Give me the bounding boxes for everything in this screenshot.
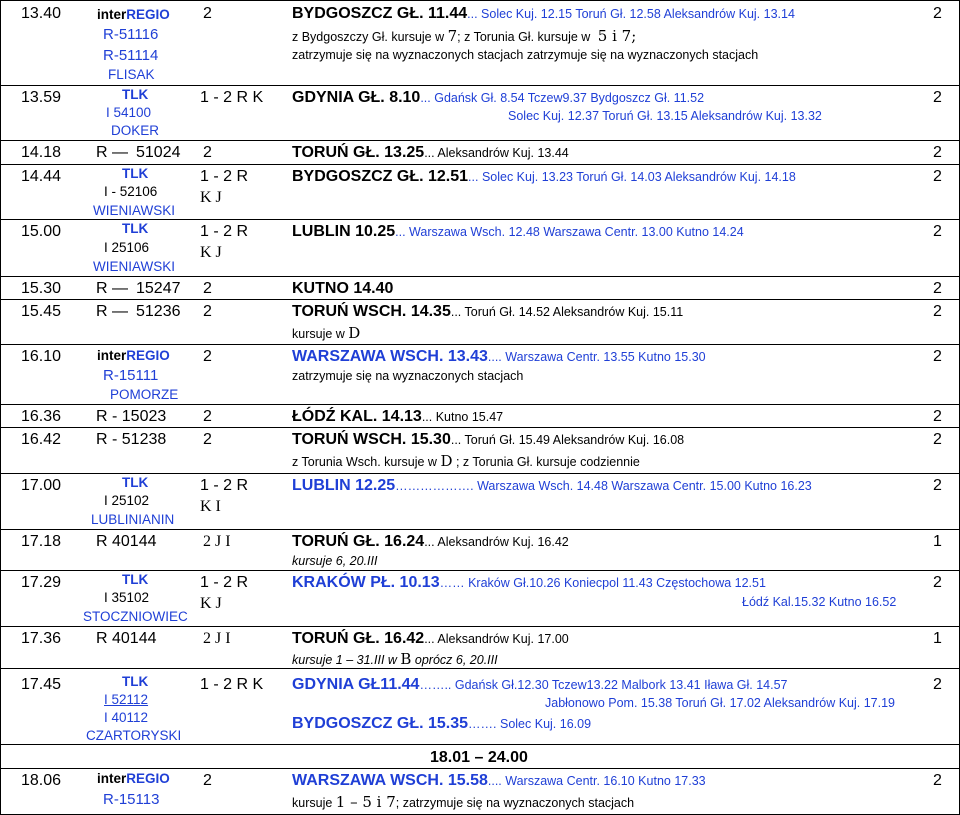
route: WARSZAWA WSCH. 13.43.... Warszawa Centr. 13.55 Kutno 15.30 [292,348,706,365]
route: GDYNIA GŁ11.44…….. Gdańsk Gł.12.30 Tczew13.22 Malbork 13.41 Iława Gł. 14.57 [292,676,788,693]
train-class: 2 [203,5,212,22]
train-number: 15247 [136,280,181,297]
train-class: 2 J I [203,533,231,550]
period-code: 2 [933,168,942,185]
train-type: R - 15023 [96,408,167,425]
train-type: R [96,280,108,297]
period-code: 2 [933,223,942,240]
train-number: I 25106 [104,240,150,255]
train-number: R-15113 [103,791,160,808]
train-class: 2 [203,408,212,425]
period-code: 2 [933,676,942,693]
train-type: R 40144 [96,630,157,647]
period-code: 2 [933,772,942,789]
train-facilities: K J [200,244,222,261]
train-number-dash: — [112,144,128,161]
train-type: TLK [122,572,149,587]
train-type: R - 51238 [96,431,167,448]
train-type: TLK [122,674,149,689]
route-note: kursuje w D [292,324,361,342]
train-class: 1 - 2 R [200,223,249,240]
departure-time: 16.36 [21,408,62,425]
train-number: I 54100 [106,105,152,120]
train-number: I - 52106 [104,184,158,199]
train-type: TLK [122,87,149,102]
train-class: 2 [203,431,212,448]
route: TORUŃ GŁ. 13.25... Aleksandrów Kuj. 13.44 [292,144,569,161]
route-note: kursuje 1 – 31.III w B oprócz 6, 20.III [292,650,498,668]
route: KRAKÓW PŁ. 10.13…… Kraków Gł.10.26 Koniecpol 11.43 Częstochowa 12.51 [292,574,766,591]
train-name: WIENIAWSKI [93,259,176,274]
route: ŁÓDŹ KAL. 14.13... Kutno 15.47 [292,408,504,425]
train-class: 1 - 2 R K [200,89,264,106]
train-type: TLK [122,221,149,236]
train-class: 2 [203,772,212,789]
departure-time: 15.00 [21,223,62,240]
departure-time: 16.42 [21,431,62,448]
train-type: TLK [122,166,149,181]
train-class: 2 [203,280,212,297]
departure-time: 14.44 [21,168,62,185]
route-note: zatrzymuje się na wyznaczonych stacjach zatrzymuje się na wyznaczonych stacjach [292,48,759,62]
train-type: R 40144 [96,533,157,550]
route: LUBLIN 12.25………………. Warszawa Wsch. 14.48 Warszawa Centr. 15.00 Kutno 16.23 [292,477,812,494]
train-number: I 40112 [104,710,149,725]
route-note: z Torunia Wsch. kursuje w D ; z Torunia Gł. kursuje codziennie [292,452,640,470]
period-code: 1 [933,630,942,647]
train-facilities: K I [200,498,221,515]
departure-time: 15.30 [21,280,62,297]
route-note: kursuje 1 – 5 i 7; zatrzymuje się na wyznaczonych stacjach [292,793,635,811]
train-number-dash: — [112,280,128,297]
period-code: 2 [933,477,942,494]
train-number: R-51116 [103,26,159,43]
period-code: 2 [933,303,942,320]
route: TORUŃ WSCH. 14.35... Toruń Gł. 14.52 Aleksandrów Kuj. 15.11 [292,303,684,320]
period-code: 2 [933,280,942,297]
departure-time: 13.59 [21,89,62,106]
train-name: POMORZE [110,387,179,402]
period-code: 2 [933,574,942,591]
train-number: I 52112 [104,692,149,707]
departure-time: 16.10 [21,348,62,365]
route: WARSZAWA WSCH. 15.58.... Warszawa Centr. 16.10 Kutno 17.33 [292,772,706,789]
route: LUBLIN 10.25... Warszawa Wsch. 12.48 Warszawa Centr. 13.00 Kutno 14.24 [292,223,744,240]
train-name: STOCZNIOWIEC [83,609,188,624]
train-type: R [96,144,108,161]
train-name: CZARTORYSKI [86,728,182,743]
train-class: 1 - 2 R [200,574,249,591]
departure-time: 17.29 [21,574,62,591]
period-code: 2 [933,144,942,161]
departure-time: 14.18 [21,144,62,161]
departure-time: 17.45 [21,676,62,693]
date-range-header: 18.01 – 24.00 [430,749,528,766]
train-number: R-15111 [103,367,159,384]
train-name: LUBLINIANIN [91,512,175,527]
route: TORUŃ WSCH. 15.30... Toruń Gł. 15.49 Aleksandrów Kuj. 16.08 [292,431,685,448]
route-detail: Solec Kuj. 12.37 Toruń Gł. 13.15 Aleksandrów Kuj. 13.32 [508,109,822,123]
train-type: interREGIO [97,7,170,22]
train-class: 1 - 2 R [200,168,249,185]
train-number: 51024 [136,144,181,161]
route-branch: BYDGOSZCZ GŁ. 15.35……. Solec Kuj. 16.09 [292,715,592,732]
route-detail: Łódź Kal.15.32 Kutno 16.52 [742,595,897,609]
period-code: 2 [933,5,942,22]
train-facilities: K J [200,189,222,206]
departure-time: 17.36 [21,630,62,647]
train-name: FLISAK [108,67,155,82]
route: BYDGOSZCZ GŁ. 12.51... Solec Kuj. 13.23 Toruń Gł. 14.03 Aleksandrów Kuj. 14.18 [292,168,796,185]
train-type: interREGIO [97,348,170,363]
departure-time: 17.00 [21,477,62,494]
route-note: zatrzymuje się na wyznaczonych stacjach [292,369,524,383]
period-code: 2 [933,408,942,425]
period-code: 1 [933,533,942,550]
departure-time: 15.45 [21,303,62,320]
train-facilities: K J [200,595,222,612]
train-class: 2 [203,303,212,320]
train-type: R [96,303,108,320]
period-code: 2 [933,431,942,448]
route-detail: Jabłonowo Pom. 15.38 Toruń Gł. 17.02 Aleksandrów Kuj. 17.19 [545,696,895,710]
train-name: DOKER [111,123,160,138]
train-number: R-51114 [103,47,159,64]
route-note: kursuje 6, 20.III [292,554,378,568]
train-class: 1 - 2 R K [200,676,264,693]
departure-time: 18.06 [21,772,62,789]
train-class: 2 J I [203,630,231,647]
departure-time: 17.18 [21,533,62,550]
route: GDYNIA GŁ. 8.10... Gdańsk Gł. 8.54 Tczew9.37 Bydgoszcz Gł. 11.52 [292,89,705,106]
train-type: interREGIO [97,771,170,786]
train-type: TLK [122,475,149,490]
train-name: WIENIAWSKI [93,203,176,218]
train-number-dash: — [112,303,128,320]
train-class: 2 [203,348,212,365]
period-code: 2 [933,348,942,365]
train-number: I 25102 [104,493,150,508]
route: BYDGOSZCZ GŁ. 11.44... Solec Kuj. 12.15 Toruń Gł. 12.58 Aleksandrów Kuj. 13.14 [292,5,795,22]
route: TORUŃ GŁ. 16.24... Aleksandrów Kuj. 16.42 [292,533,569,550]
train-class: 1 - 2 R [200,477,249,494]
period-code: 2 [933,89,942,106]
route-note: z Bydgoszczy Gł. kursuje w 7; z Torunia Gł. kursuje w 5 i 7; [292,27,637,45]
route: TORUŃ GŁ. 16.42... Aleksandrów Kuj. 17.00 [292,630,569,647]
route: KUTNO 14.40 [292,280,394,297]
train-number: I 35102 [104,590,150,605]
departure-time: 13.40 [21,5,62,22]
train-class: 2 [203,144,212,161]
train-number: 51236 [136,303,181,320]
